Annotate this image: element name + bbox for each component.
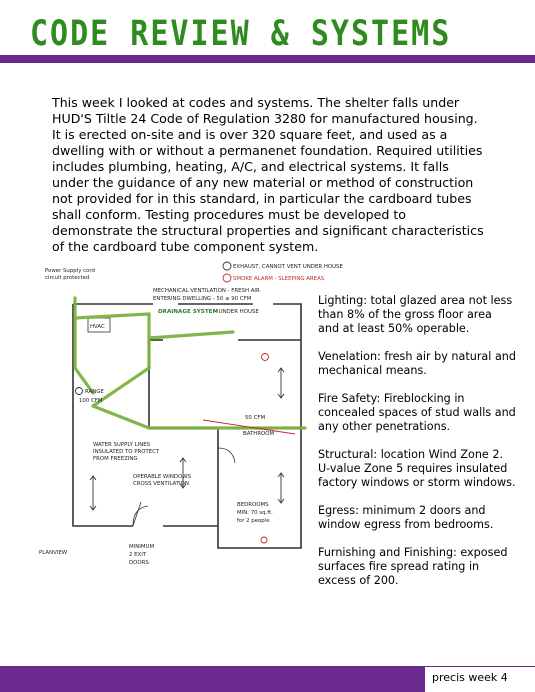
intro-paragraph: This week I looked at codes and systems. The shelter falls under HUD'S Tiltle 24 Code of Regulation 3280 for manufactured housing. It is erected on-site and is over 320 square feet, and used as a dwelling with or without a permanenet foundation. Required utilities includes plumbing, heating, A/C, and electrical systems. It falls under the guidance of any new material or method of construction not provided for in this standard, in particular the cardboard tubes shall conform. Testing procedures must be developed to demonstrate the structural properties and significant characteristics of the cardboard tube component system.: [52, 95, 484, 254]
bedrooms-label-2: MIN. 70 sq.ft.: [237, 510, 273, 516]
note-structural: Structural: location Wind Zone 2. U-value Zone 5 requires insulated factory windows or storm windows.: [318, 448, 516, 489]
range-cfm: 100 CFM: [79, 398, 103, 404]
note-fire-safety: Fire Safety: Fireblocking in concealed spaces of stud walls and any other penetrations.: [318, 392, 516, 433]
page-title: CODE REVIEW & SYSTEMS: [30, 14, 452, 55]
cfm50-label: 50 CFM: [245, 415, 266, 421]
bedrooms-label-1: BEDROOMS: [237, 502, 269, 508]
title-rule: [0, 55, 535, 63]
drainage-label: DRAINAGE SYSTEM: [158, 309, 219, 315]
windows-label-1: OPERABLE WINDOWS: [133, 474, 192, 480]
note-lighting: Lighting: total glazed area not less than 8% of the gross floor area and at least 50% operable.: [318, 294, 513, 335]
mech-vent-label-1: MECHANICAL VENTILATION - FRESH AIR: [153, 288, 260, 294]
doors-label-3: DOORS: [129, 560, 149, 566]
water-label-1: WATER SUPPLY LINES: [93, 442, 151, 448]
footer-text: precis week 4: [432, 671, 508, 684]
windows-label-2: CROSS VENTILATION: [133, 481, 189, 487]
hvac-label: HVAC: [90, 324, 105, 330]
power-label-1: Power Supply cord: [45, 268, 95, 274]
range-label: RANGE: [85, 389, 104, 395]
doors-label-1: MINIMUM: [129, 544, 155, 550]
smoke-alarm-label: SMOKE ALARM - SLEEPING AREAS: [233, 276, 325, 282]
power-label-2: circuit protected: [45, 275, 90, 281]
mech-vent-label-2: ENTERING DWELLING - 50 ≤ 90 CFM: [153, 296, 252, 302]
water-label-2: INSULATED TO PROTECT: [93, 449, 160, 455]
floor-plan-sketch: [33, 258, 343, 584]
doors-label-2: 2 EXIT: [129, 552, 147, 558]
drainage-note: - UNDER HOUSE: [215, 309, 259, 315]
bathroom-label: BATHROOM: [243, 431, 275, 437]
note-egress: Egress: minimum 2 doors and window egress from bedrooms.: [318, 504, 494, 531]
exhaust-label: EXHAUST, CANNOT VENT UNDER HOUSE: [233, 264, 343, 270]
planview-label: PLANVIEW: [39, 550, 68, 556]
note-furnishing: Furnishing and Finishing: exposed surfaces fire spread rating in excess of 200.: [318, 546, 508, 587]
note-ventilation: Venelation: fresh air by natural and mechanical means.: [318, 350, 516, 377]
code-notes: [318, 294, 516, 602]
water-label-3: FROM FREEZING: [93, 456, 138, 462]
bedrooms-label-3: for 2 people: [237, 518, 270, 524]
